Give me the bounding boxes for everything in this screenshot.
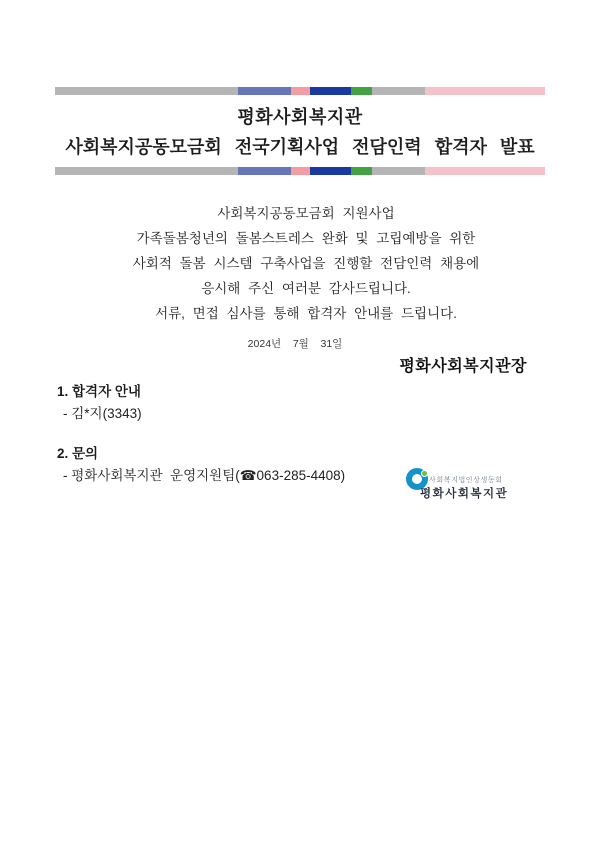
signature: 평화사회복지관장 [399,358,527,375]
bar-segment-purple [238,167,291,175]
section-heading: 1. 합격자 안내 [57,384,141,399]
body-line: 응시해 주신 여러분 감사드립니다. [201,281,411,296]
org-logo [406,467,516,503]
bar-segment-gray-mid [372,167,425,175]
body-line: 가족돌봄청년의 돌봄스트레스 완화 및 고립예방을 위한 [136,231,476,246]
decor-bar-bottom [55,167,545,175]
bar-segment-navy [310,167,351,175]
contact-item: - 평화사회복지관 운영지원팀(☎063-285-4408) [63,468,346,483]
bar-segment-gray-left [55,87,238,95]
bar-segment-purple [238,87,291,95]
body-text [55,201,545,326]
decor-bar-top [55,87,545,95]
pass-candidate-item: - 김*지(3343) [63,406,142,421]
bar-segment-pink [291,167,310,175]
logo-foundation-name: 사회복지법인상생동회 [429,477,503,484]
body-line: 사회복지공동모금회 지원사업 [217,206,395,221]
section-pass-list [57,383,545,423]
bar-segment-green [351,167,372,175]
bar-segment-pink [291,87,310,95]
bar-segment-green [351,87,372,95]
org-title: 평화사회복지관 [237,107,363,127]
bar-segment-navy [310,87,351,95]
bar-segment-gray-mid [372,87,425,95]
date: 2024년 7월 31일 [247,338,343,350]
title-block [55,95,545,167]
body-line: 서류, 면접 심사를 통해 합격자 안내를 드립니다. [155,306,457,321]
bar-segment-gray-left [55,167,238,175]
bar-segment-light-pink [425,167,545,175]
announcement-title: 사회복지공동모금회 전국기획사업 전담인력 합격자 발표 [65,137,535,157]
bar-segment-light-pink [425,87,545,95]
logo-org-name: 평화사회복지관 [420,488,509,500]
section-heading: 2. 문의 [57,446,99,461]
body-line: 사회적 돌봄 시스템 구축사업을 진행할 전담인력 채용에 [132,256,480,271]
logo-dot-icon [421,470,428,477]
